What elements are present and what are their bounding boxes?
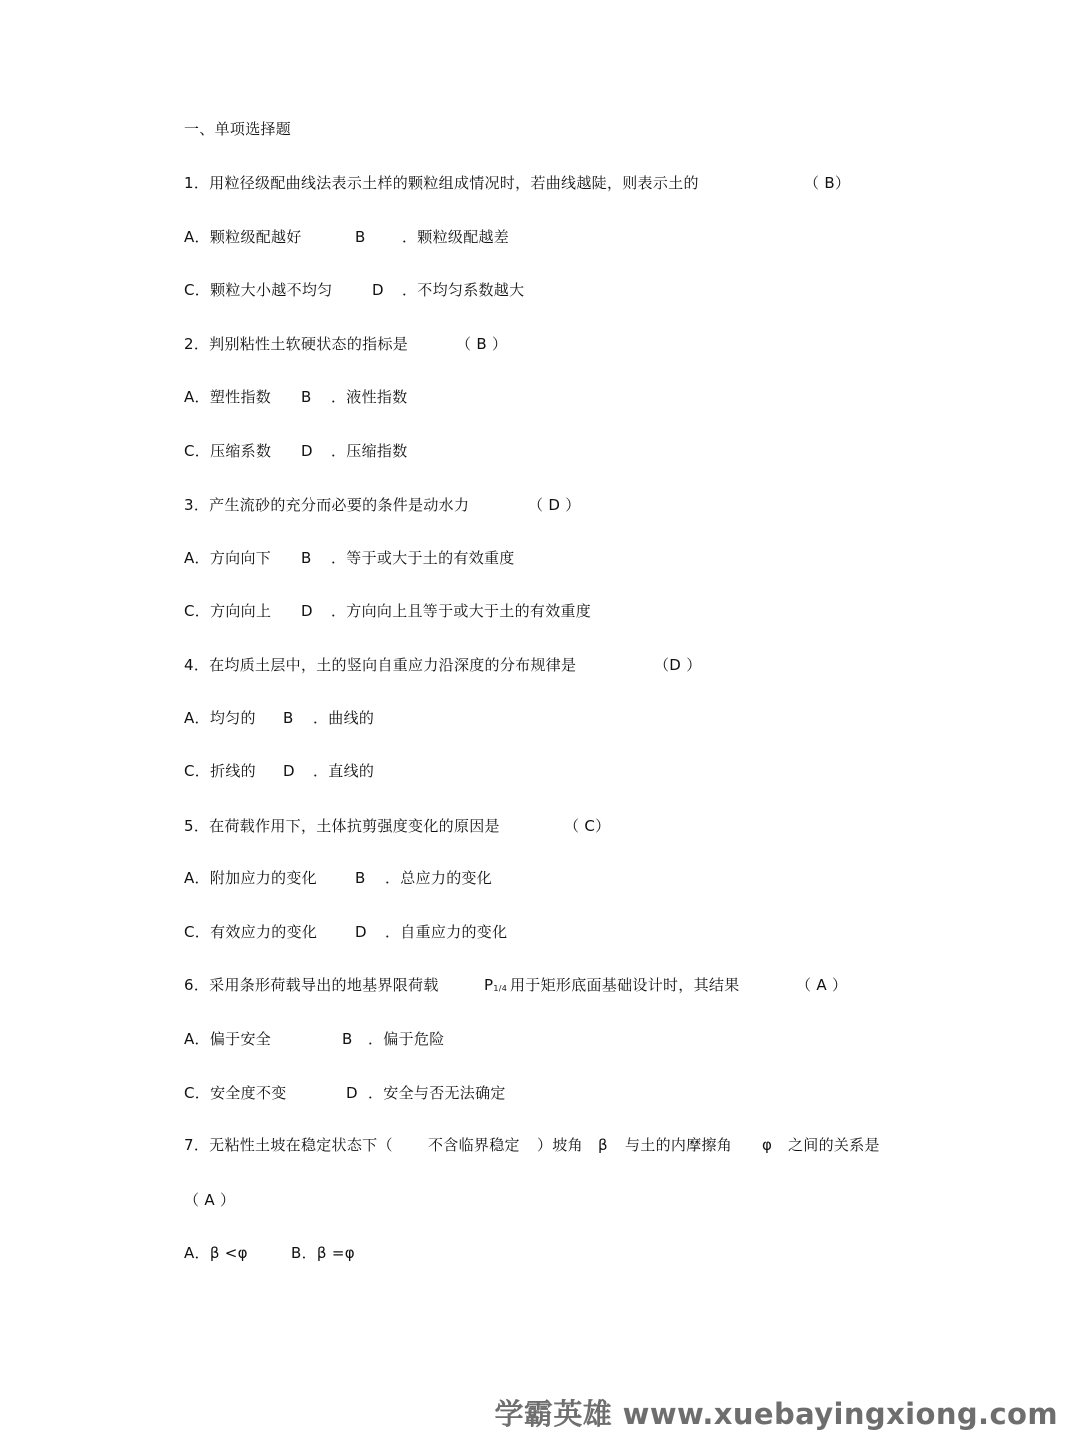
option-b-letter: B	[342, 1030, 353, 1048]
question-4-text: 4．在均质土层中，土的竖向自重应力沿深度的分布规律是	[184, 656, 577, 674]
option-b-letter: B	[355, 869, 366, 887]
option-a: A．均匀的	[184, 709, 256, 727]
option-c: C．颗粒大小越不均匀	[184, 281, 333, 299]
option-d-letter: D	[346, 1084, 358, 1102]
question-3-text: 3．产生流砂的充分而必要的条件是动水力	[184, 496, 470, 514]
question-3-answer: （ D ）	[528, 496, 581, 514]
option-b-letter: B	[283, 709, 294, 727]
option-c: C．安全度不变	[184, 1084, 287, 1102]
option-b: ．曲线的	[313, 709, 375, 727]
question-6-answer: （ A ）	[796, 976, 848, 994]
question-7-text-3: ）坡角	[537, 1136, 583, 1154]
option-d-letter: D	[355, 923, 367, 941]
phi-symbol: φ	[762, 1136, 773, 1154]
question-7-text-5: 之间的关系是	[788, 1136, 880, 1154]
option-a: A．β <φ	[184, 1244, 248, 1262]
option-d: ．不均匀系数越大	[402, 281, 525, 299]
option-b: ．偏于危险	[368, 1030, 445, 1048]
option-b: ．等于或大于土的有效重度	[331, 549, 515, 567]
question-6-text: 6．采用条形荷载导出的地基界限荷载	[184, 976, 439, 994]
option-a: A．附加应力的变化	[184, 869, 317, 887]
question-7-text-2: 不含临界稳定	[428, 1136, 520, 1154]
option-a: A．塑性指数	[184, 388, 272, 406]
question-1-text: 1．用粒径级配曲线法表示土样的颗粒组成情况时，若曲线越陡，则表示土的	[184, 174, 699, 192]
option-a: A．方向向下	[184, 549, 272, 567]
option-c: C．压缩系数	[184, 442, 272, 460]
option-b-letter: B	[301, 549, 312, 567]
option-a: A．偏于安全	[184, 1030, 272, 1048]
question-5-text: 5．在荷载作用下，土体抗剪强度变化的原因是	[184, 817, 500, 835]
question-1-answer: （ B）	[804, 174, 851, 192]
section-title: 一、单项选择题	[184, 120, 292, 138]
option-b-letter: B	[355, 228, 366, 246]
option-b: B．β =φ	[291, 1244, 355, 1262]
question-2-text: 2．判别粘性土软硬状态的指标是	[184, 335, 409, 353]
question-7-answer: （ A ）	[184, 1191, 236, 1209]
option-d-letter: D	[283, 762, 295, 780]
load-symbol	[484, 975, 507, 999]
option-d: ．安全与否无法确定	[368, 1084, 506, 1102]
watermark: 学霸英雄 www.xuebayingxiong.com	[494, 1397, 1058, 1431]
question-4-answer: （D ）	[654, 656, 702, 674]
option-b-letter: B	[301, 388, 312, 406]
load-symbol-letter: P	[484, 976, 494, 994]
option-c: C．折线的	[184, 762, 256, 780]
beta-symbol: β	[598, 1136, 608, 1154]
option-b: ．颗粒级配越差	[402, 228, 510, 246]
load-symbol-subscript: 1/4	[493, 984, 508, 993]
question-5-answer: （ C）	[564, 817, 611, 835]
option-c: C．有效应力的变化	[184, 923, 318, 941]
option-d-letter: D	[301, 602, 313, 620]
option-b: ．总应力的变化	[385, 869, 493, 887]
option-c: C．方向向上	[184, 602, 272, 620]
option-b: ．液性指数	[331, 388, 408, 406]
option-d-letter: D	[301, 442, 313, 460]
option-a: A．颗粒级配越好	[184, 228, 302, 246]
option-d: ．方向向上且等于或大于土的有效重度	[331, 602, 592, 620]
option-d: ．直线的	[313, 762, 375, 780]
option-d-letter: D	[372, 281, 384, 299]
option-d: ．压缩指数	[331, 442, 408, 460]
option-d: ．自重应力的变化	[385, 923, 508, 941]
question-6-text-after: 用于矩形底面基础设计时，其结果	[510, 976, 740, 994]
question-2-answer: （ B ）	[456, 335, 508, 353]
question-7-text-1: 7．无粘性土坡在稳定状态下（	[184, 1136, 393, 1154]
question-7-options-ab	[184, 1243, 484, 1323]
question-7-text-4: 与土的内摩擦角	[625, 1136, 733, 1154]
